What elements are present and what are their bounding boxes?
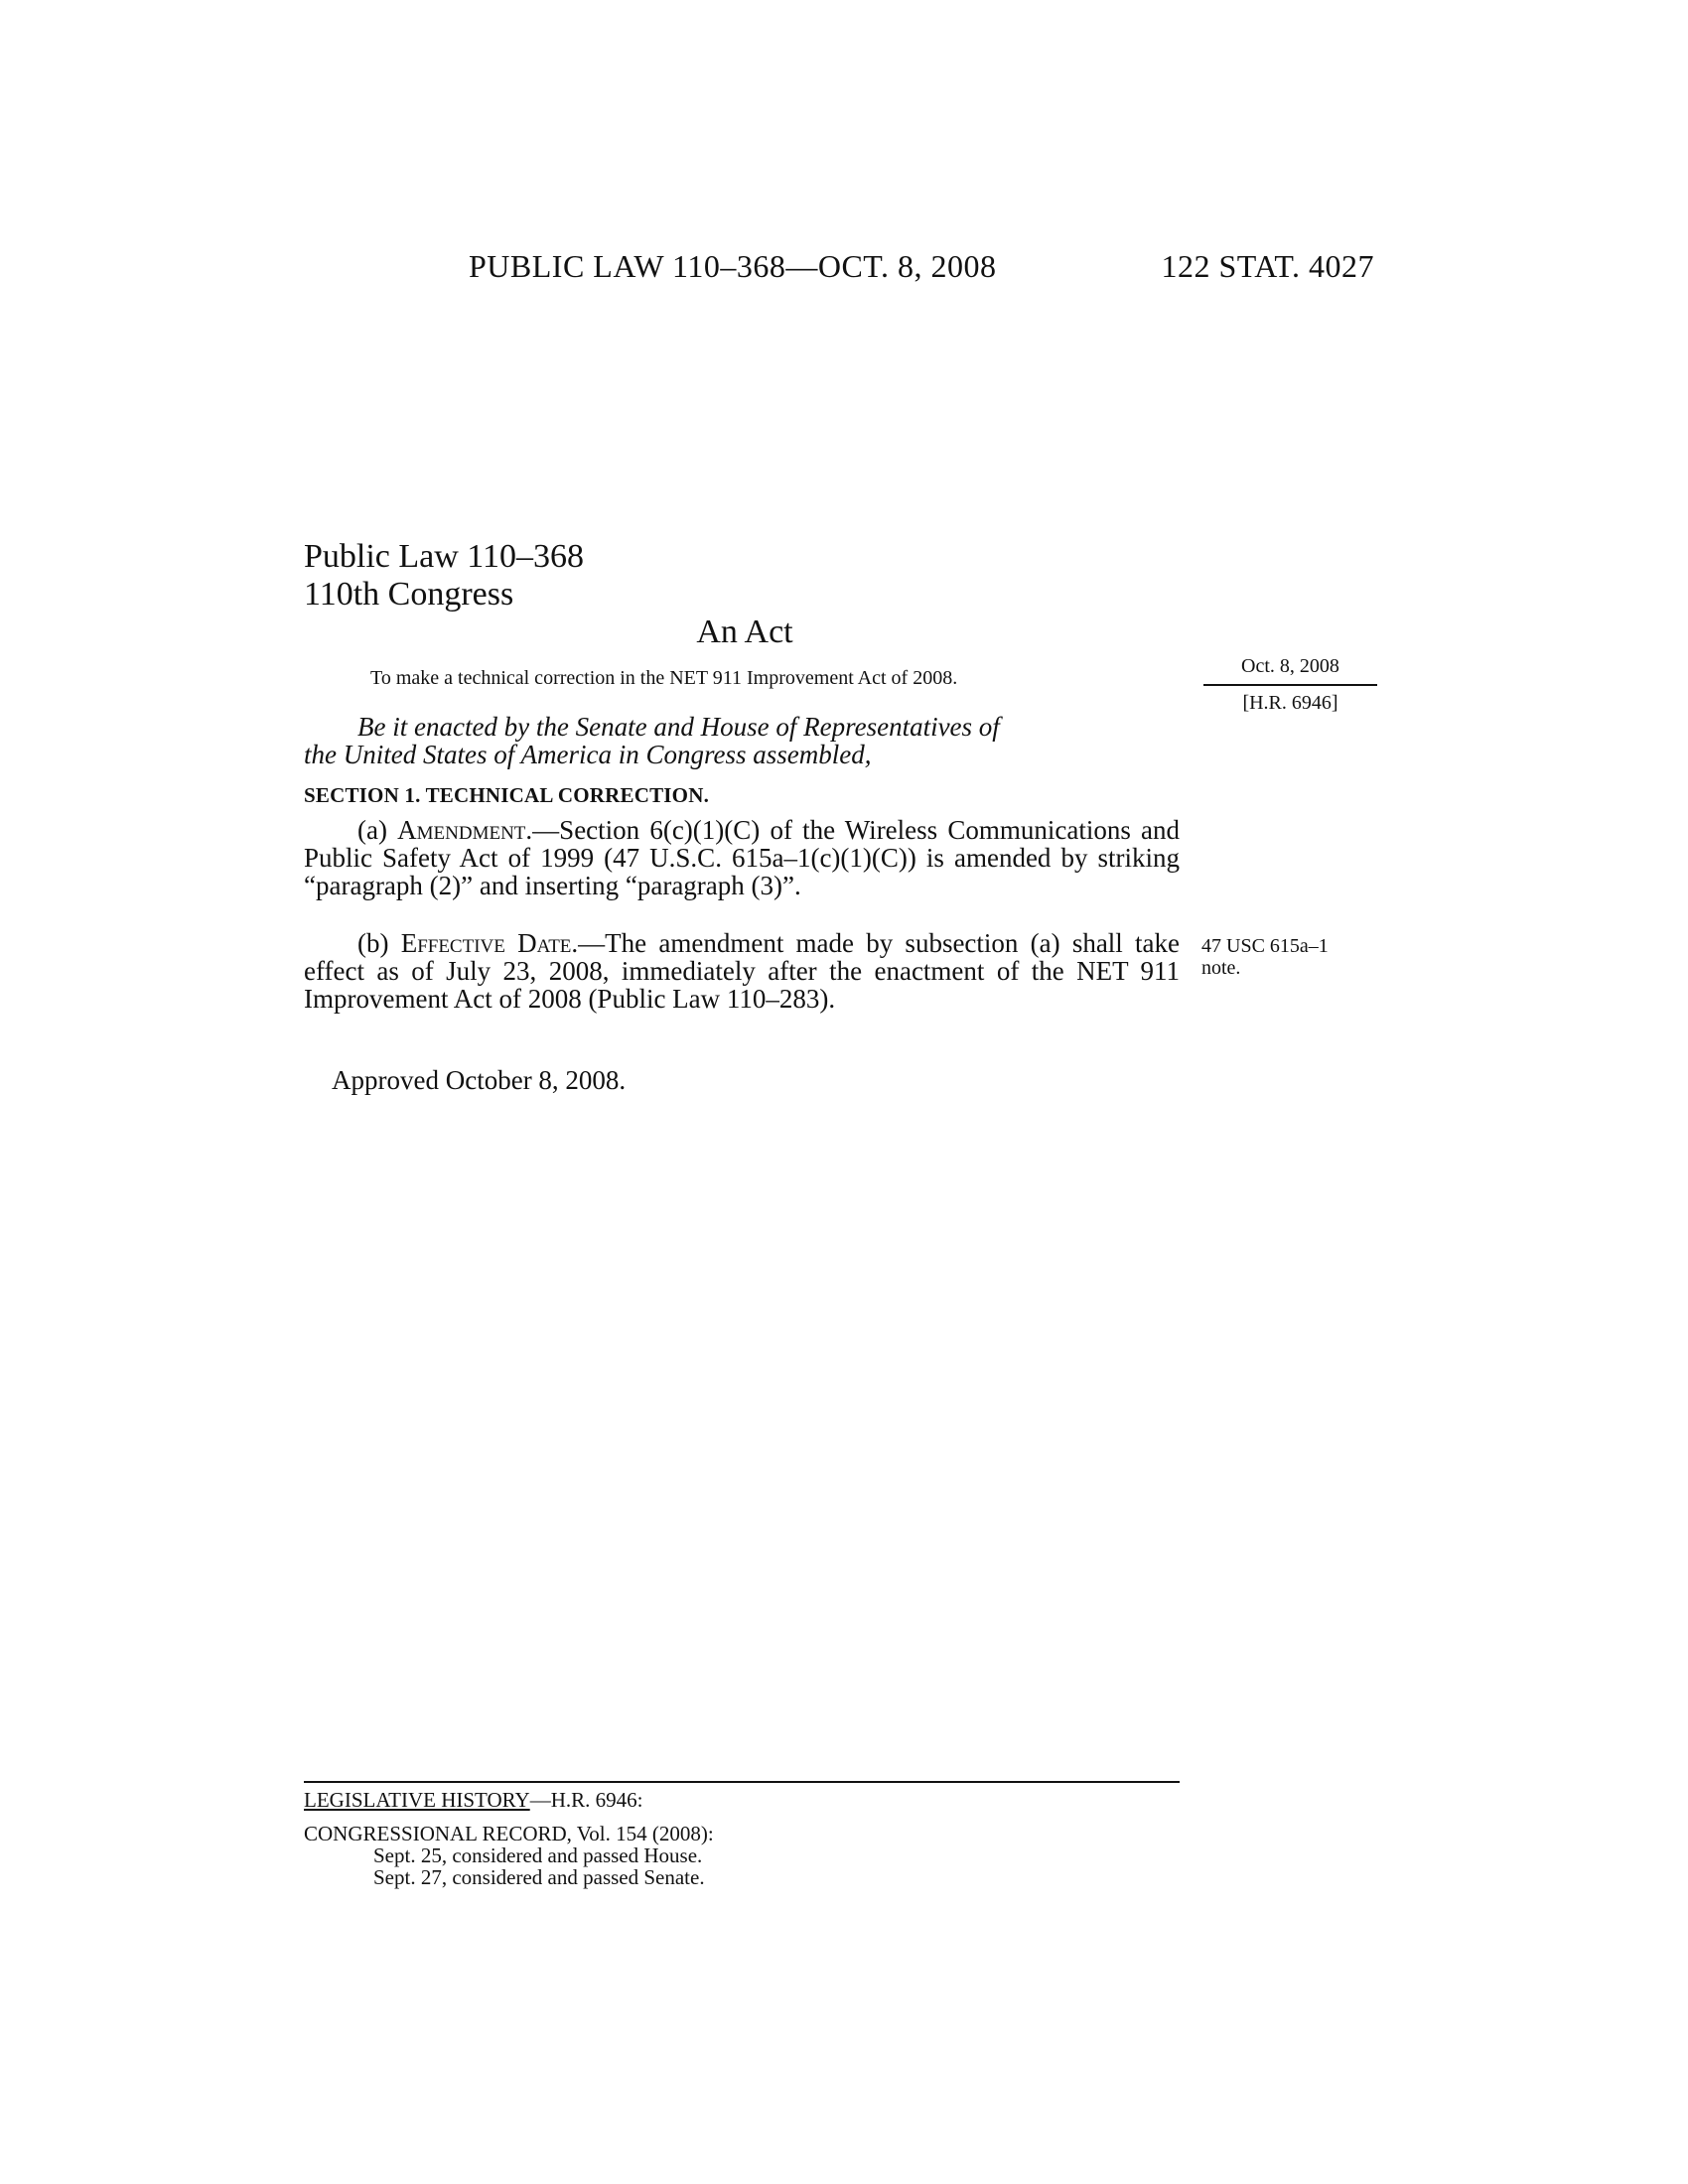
margin-date-note <box>1203 655 1377 715</box>
footnote-divider <box>304 1781 1180 1783</box>
subsection-a <box>304 816 1180 899</box>
enactment-date: Oct. 8, 2008 <box>1203 655 1377 686</box>
subsection-b-text: .—The amendment made by subsection (a) shall take effect as of July 23, 2008, immediately after the enactment of the NET 911 Improvement Act of 2008 (Public Law 110–283). <box>304 928 1180 1014</box>
bill-number: [H.R. 6946] <box>1242 692 1338 714</box>
enacting-clause-line-2: the United States of America in Congress assembled, <box>304 740 872 769</box>
usc-note-line-2: note. <box>1201 957 1241 979</box>
stat-page-number: 122 STAT. 4027 <box>1161 248 1374 284</box>
usc-margin-note <box>1201 935 1380 979</box>
an-act-heading: An Act <box>696 614 793 650</box>
subsection-b <box>304 929 1180 1013</box>
subsection-b-heading: Effective Date <box>400 928 572 958</box>
legislative-history-label: LEGISLATIVE HISTORY <box>304 1788 530 1812</box>
history-entry: Sept. 27, considered and passed Senate. <box>373 1865 705 1889</box>
enacting-clause <box>304 713 1180 768</box>
legislative-history-bill: —H.R. 6946: <box>529 1788 643 1812</box>
congressional-record: CONGRESSIONAL RECORD, Vol. 154 (2008): <box>304 1822 714 1845</box>
law-caption <box>304 538 584 614</box>
enacting-clause-line-1: Be it enacted by the Senate and House of Representatives of <box>357 712 1000 742</box>
subsection-a-text: .—Section 6(c)(1)(C) of the Wireless Communications and Public Safety Act of 1999 (47 U.S.C. 615a–1(c)(1)(C)) is amended by striking “paragraph (2)” and inserting “paragraph (3)”. <box>304 815 1180 900</box>
act-purpose: To make a technical correction in the NET 911 Improvement Act of 2008. <box>370 667 958 689</box>
congress-number: 110th Congress <box>304 576 514 613</box>
subsection-a-label: (a) <box>357 815 398 845</box>
usc-note-line-1: 47 USC 615a–1 <box>1201 935 1329 957</box>
legislative-history-heading <box>304 1789 642 1811</box>
running-header-title: PUBLIC LAW 110–368—OCT. 8, 2008 <box>469 248 997 284</box>
legislative-history <box>304 1789 714 1888</box>
subsection-b-label: (b) <box>357 928 401 958</box>
section-heading: SECTION 1. TECHNICAL CORRECTION. <box>304 783 710 807</box>
subsection-a-heading: Amendment <box>397 815 526 845</box>
history-entry: Sept. 25, considered and passed House. <box>373 1843 703 1867</box>
approval-date: Approved October 8, 2008. <box>332 1065 627 1095</box>
public-law-number: Public Law 110–368 <box>304 538 585 575</box>
